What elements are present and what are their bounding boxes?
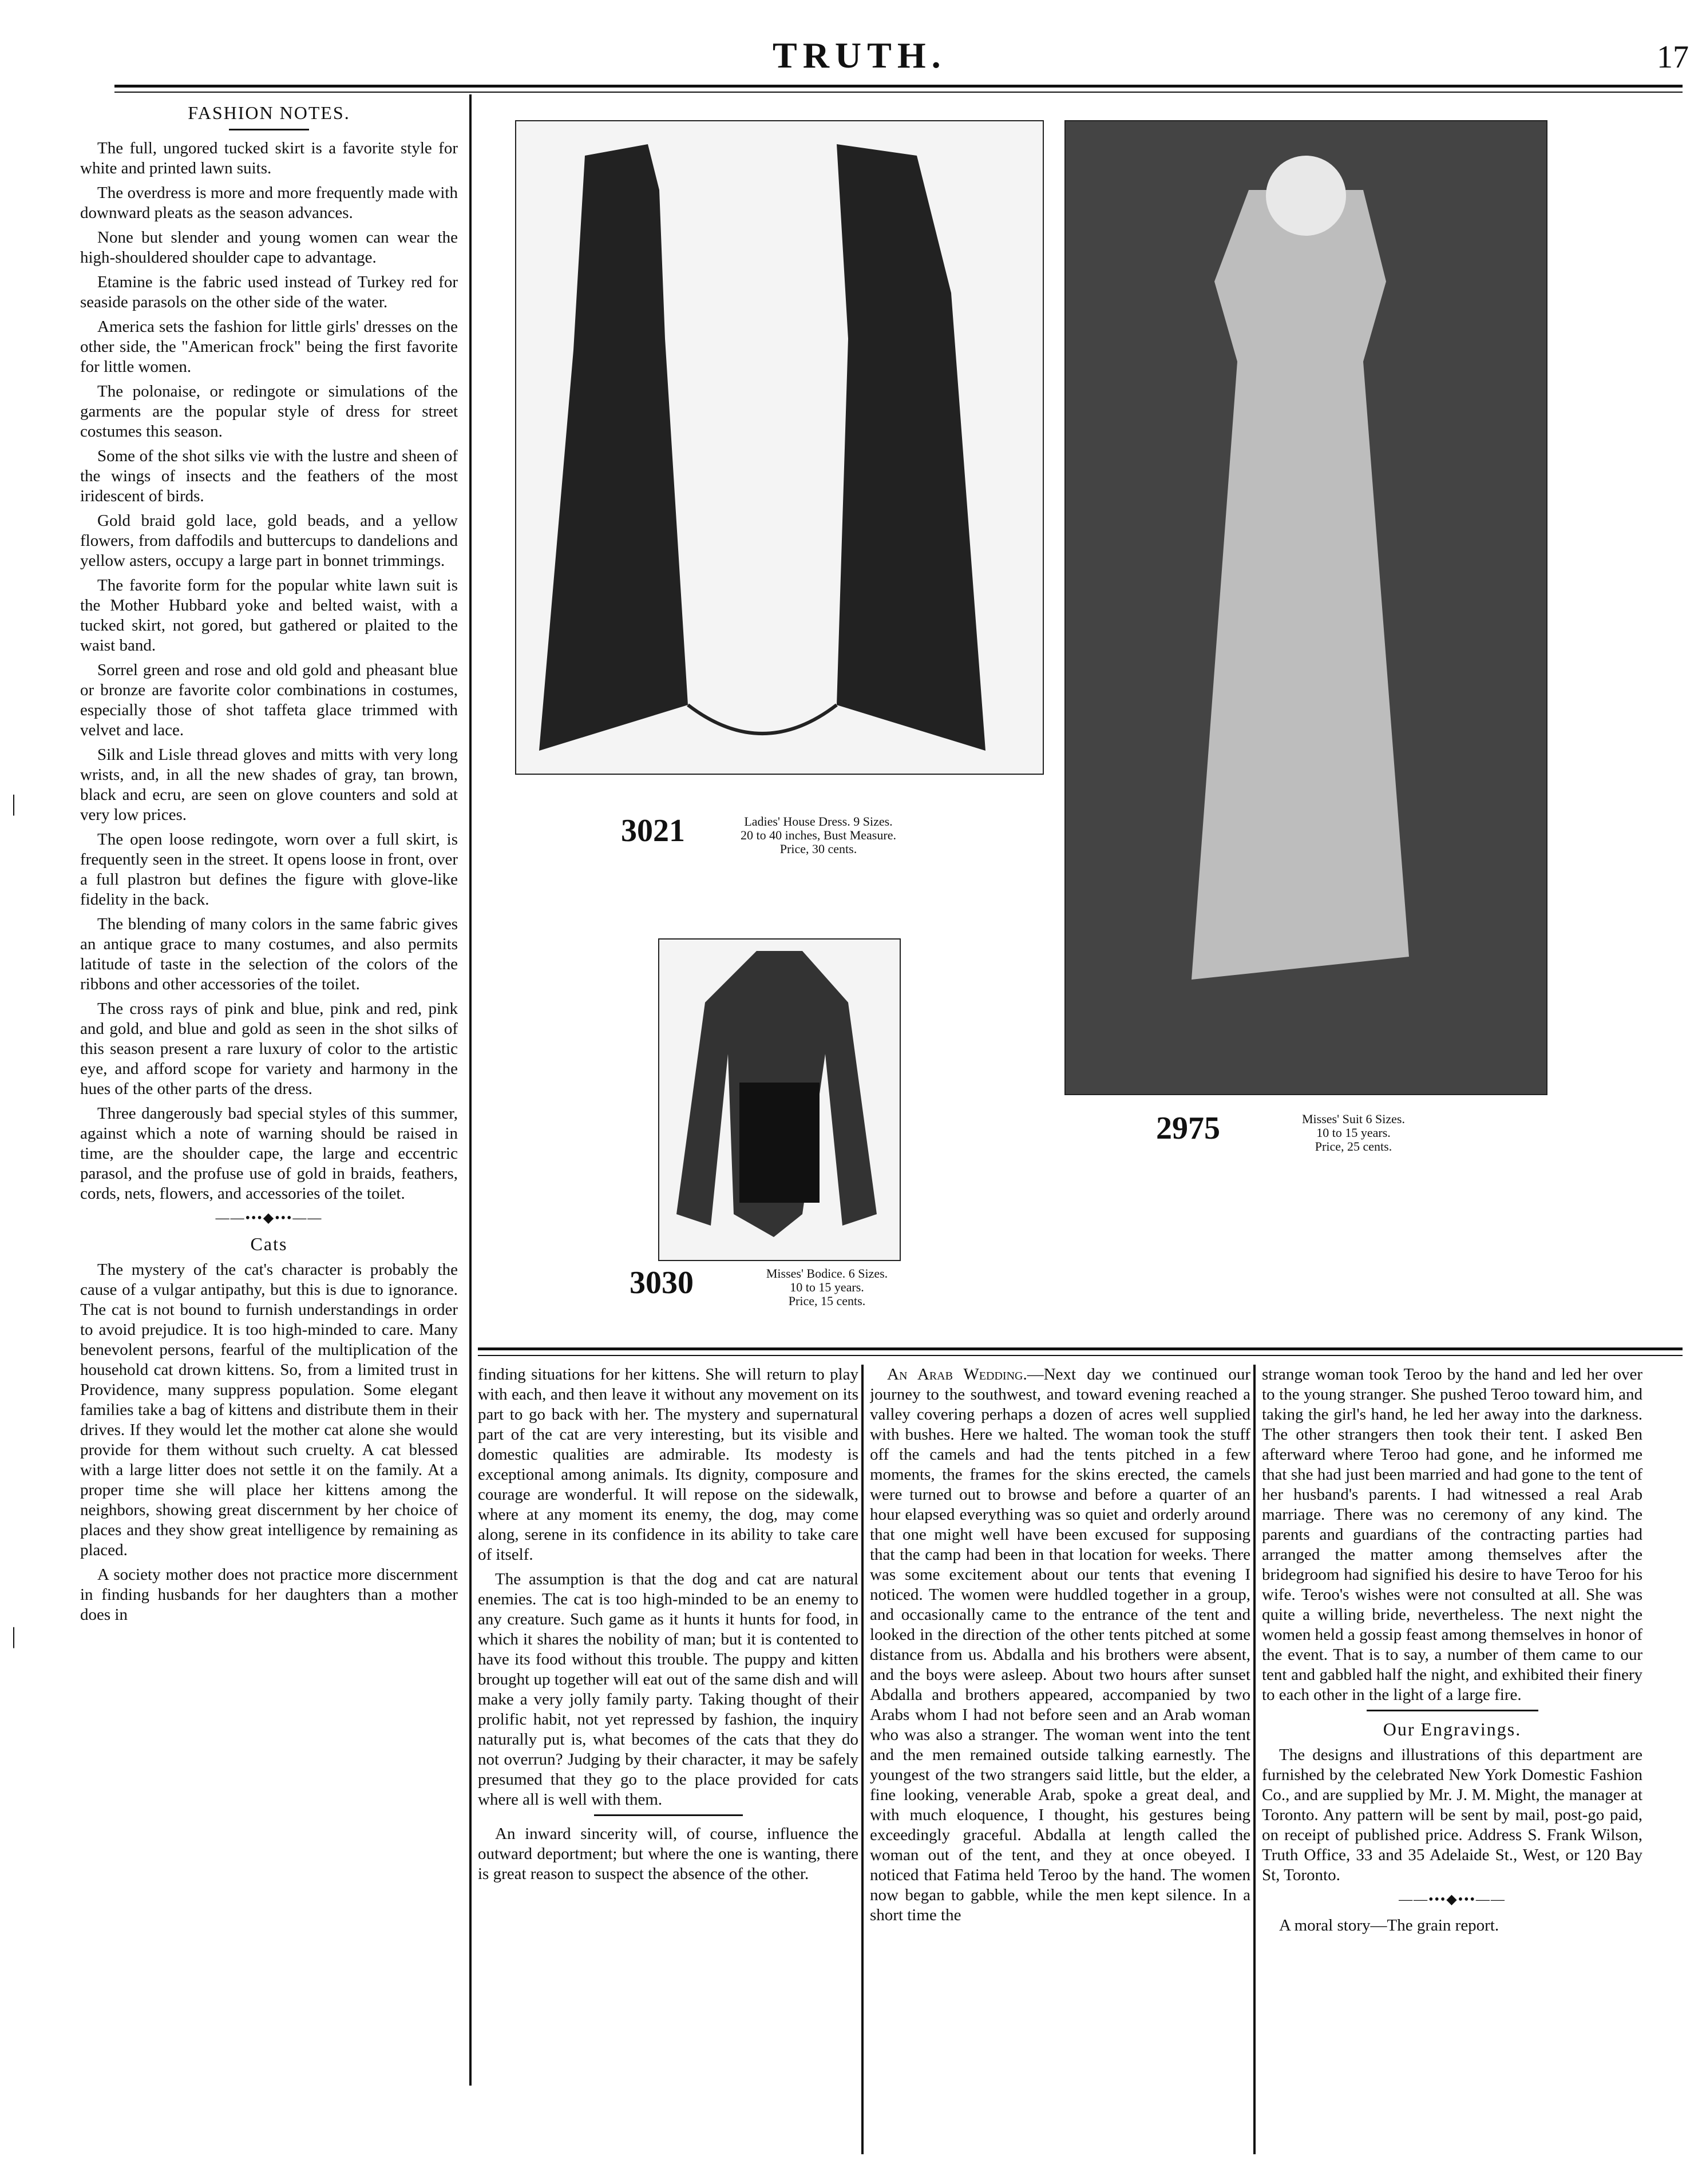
arab-wedding-title: An Arab Wedding.	[887, 1365, 1027, 1384]
footer-note: A moral story—The grain report.	[1279, 1916, 1499, 1935]
engravings-paragraph: The designs and illustrations of this department are furnished by the celebrated New York Domestic Fashion Co., and are supplied by Mr. J. M. Might, the manager at Toronto. Any pattern will be sent by mail, post-go paid, on receipt of published price. Address S. Frank Wilson, Truth Office, 33 and 35 Adelaide St., West, or 120 Bay St, Toronto.	[1262, 1746, 1642, 1884]
pattern-description: Misses' Suit 6 Sizes.	[1302, 1112, 1405, 1126]
ornament-divider: ——•••◆•••——	[1399, 1892, 1506, 1907]
bodice-illustration	[658, 938, 901, 1261]
pattern-sizes: 10 to 15 years.	[1316, 1125, 1391, 1140]
house-dress-drawing	[516, 121, 1043, 774]
fashion-note: Three dangerously bad special styles of this summer, against which a note of warning should be raised in time, are the shoulder cape, the large and eccentric parasol, and the profuse use of gold in braids, feathers, cords, nets, flowers, and accessories of the toilet.	[80, 1104, 458, 1203]
fashion-note: Gold braid gold lace, gold beads, and a yellow flowers, from daffodils and buttercups to dandelions and yellow asters, occupy a large part in bonnet trimmings.	[80, 512, 458, 570]
fashion-note: The cross rays of pink and blue, pink and red, pink and gold, and blue and gold as seen in the shot silks of this season present a rare luxury of color to the artistic eye, and afford scope for variety and harmony in the hues of the other parts of the dress.	[80, 1000, 458, 1098]
pattern-sizes: 10 to 15 years.	[790, 1280, 864, 1294]
bodice-drawing	[659, 940, 900, 1260]
cats-heading: Cats	[250, 1234, 288, 1254]
filler-paragraph: An inward sincerity will, of course, influence the outward deportment; but where the one is wanting, there is great reason to suspect the absence of the other.	[478, 1825, 858, 1883]
engravings-heading: Our Engravings.	[1383, 1719, 1522, 1739]
engravings-rule	[1367, 1710, 1538, 1711]
misses-suit-drawing	[1066, 121, 1546, 1094]
fashion-note: Some of the shot silks vie with the lustre and sheen of the wings of insects and the feathers of the most iridescent of birds.	[80, 447, 458, 505]
margin-mark: |	[11, 790, 17, 816]
fashion-note: America sets the fashion for little girls' dresses on the other side, the "American frock" being the first favorite for little women.	[80, 318, 458, 376]
fashion-note: The blending of many colors in the same fabric gives an antique grace to many costumes, and also permits latitude of taste in the selection of the colors of the ribbons and other accessories of the toilet.	[80, 915, 458, 993]
column-divider	[469, 94, 472, 2086]
fashion-note: Sorrel green and rose and old gold and pheasant blue or bronze are favorite color combinations in costumes, especially those of shot taffeta glace trimmed with velvet and lace.	[80, 661, 458, 739]
column-cats-continued	[478, 1365, 858, 2166]
cats-paragraph: finding situations for her kittens. She will return to play with each, and then leave it without any movement on its part to go back with her. The mystery and supernatural part of the cat are very interesting, but its visible and domestic qualities are admirable. Its modesty is exceptional among animals. Its dignity, composure and courage are wonderful. It will repose on the sidewalk, where at any moment its enemy, the dog, may come along, serene in its confidence in its ability to take care of itself.	[478, 1365, 858, 1564]
header-rule	[114, 85, 1683, 88]
fashion-note: The favorite form for the popular white lawn suit is the Mother Hubbard yoke and belted waist, with a tucked skirt, not gored, but gathered or plaited to the waist band.	[80, 576, 458, 655]
page-number: 17	[1657, 39, 1689, 75]
ornament-divider: ——•••◆•••——	[215, 1211, 323, 1226]
section-rule-thin	[478, 1355, 1683, 1356]
arab-wedding-paragraph: strange woman took Teroo by the hand and led her over to the young stranger. She pushed Teroo toward him, and taking the girl's hand, he led her away into the darkness. The other strangers then took their tent. I asked Ben afterward where Teroo had gone, and he informed me that she had just been married and had gone to the tent of her husband's parents. I had witnessed a real Arab marriage. There was no ceremony of any kind. The parents and guardians of the contracting parties had arranged the matter among themselves after the bridegroom had signified his desire to have Teroo for his wife. Teroo's wishes were not consulted at all. She was quite a willing bride, nevertheless. The next night the women held a gossip feast among themselves in honor of the event. That is to say, a number of them came to our tent and gabbled half the night, and exhibited their finery to each other in the light of a large fire.	[1262, 1365, 1642, 1704]
fashion-note: The overdress is more and more frequently made with downward pleats as the season advances.	[80, 184, 458, 222]
pattern-price: Price, 30 cents.	[779, 842, 857, 856]
header-rule-thin	[114, 92, 1683, 93]
page-title: TRUTH.	[773, 35, 947, 76]
fashion-note: The full, ungored tucked skirt is a favorite style for white and printed lawn suits.	[80, 139, 458, 177]
pattern-description: Ladies' House Dress. 9 Sizes.	[744, 814, 893, 829]
section-rule	[478, 1347, 1683, 1350]
cats-paragraph: The mystery of the cat's character is probably the cause of a vulgar antipathy, but this is due to ignorance. The cat is not bound to furnish understandings in order to avoid prejudice. It is too high-minded to care. Many benevolent persons, fearful of the multiplication of the household cat drown kittens. So, from a limited trust in Providence, many suppress population. Some elegant families take a bag of kittens and distribute them in their drives. If they would let the mother cat alone she would provide for them without such cruelty. A cat blessed with a large litter does not settle it on the family. At a proper time she will place her kittens among the neighbors, showing great discernment by her choice of places and they show great intelligence by remaining as placed.	[80, 1261, 458, 1559]
pattern-number: 3021	[621, 813, 685, 849]
cats-paragraph: The assumption is that the dog and cat are natural enemies. The cat is too high-minded to be an enemy to any creature. Such game as it hunts it hunts for food, in which it shares the nobility of man; but it is contented to have its food without this trouble. The puppy and kitten brought up together will eat out of the same dish and will make a very jolly family party. Taking thought of their prolific habit, not yet repressed by fashion, the inquiry naturally put is, what becomes of the cats that they do not overrun? Judging by their character, it may be safely presumed that they go to the place provided for cats where all is well with them.	[478, 1570, 858, 1809]
pattern-number: 2975	[1156, 1111, 1220, 1146]
house-dress-illustration	[515, 120, 1044, 775]
pattern-sizes: 20 to 40 inches, Bust Measure.	[741, 828, 896, 842]
fashion-note: Silk and Lisle thread gloves and mitts with very long wrists, and, in all the new shades of gray, tan brown, black and ecru, are seen on glove counters and sold at very low prices.	[80, 746, 458, 824]
column-arab-wedding	[870, 1365, 1250, 2166]
pattern-description: Misses' Bodice. 6 Sizes.	[766, 1266, 888, 1281]
fashion-note: Etamine is the fabric used instead of Turkey red for seaside parasols on the other side of the water.	[80, 273, 458, 311]
filler-rule	[594, 1814, 743, 1816]
arab-wedding-paragraph: —Next day we continued our journey to the southwest, and toward evening reached a valley covering perhaps a dozen of acres well supplied with bushes. Here we halted. The woman took the stuff off the camels and had the tents pitched in a few moments, the frames for the skins erected, the camels were turned out to browse and before a quarter of an hour elapsed everything was so quiet and orderly around that one might well have been excused for supposing that the camp had been in that location for weeks. There was some excitement about our tents that evening I noticed. The women were huddled together in a group, and occasionally came to the entrance of the tent and looked in the direction of the other tents pitched at some distance from us. Abdalla and his brothers were absent, and the boys were asleep. About two hours after sunset Abdalla and brothers appeared, accompanied by two Arabs whom I had not before seen and an Arab woman who was also a stranger. The woman went into the tent and the men remained outside talking earnestly. The youngest of the two strangers said little, but the elder, a fine looking, venerable Arab, spoke a great deal, and with much eloquence, I thought, his gestures being exceedingly graceful. Abdalla at length called the woman out of the tent, and they at once obeyed. I noticed that Fatima held Teroo by the hand. The women now began to gabble, while the men kept silence. In a short time the	[870, 1365, 1250, 1924]
heading-rule	[229, 129, 309, 130]
pattern-number: 3030	[630, 1265, 694, 1301]
fashion-note: None but slender and young women can wear the high-shouldered shoulder cape to advantage.	[80, 228, 458, 267]
pattern-price: Price, 25 cents.	[1315, 1139, 1392, 1154]
column-divider	[1253, 1365, 1256, 2154]
margin-mark: |	[11, 1623, 17, 1648]
cats-paragraph: A society mother does not practice more discernment in finding husbands for her daughters than a mother does in	[80, 1565, 458, 1624]
pattern-price: Price, 15 cents.	[788, 1294, 866, 1308]
fashion-note: The open loose redingote, worn over a full skirt, is frequently seen in the street. It opens loose in front, over a full plastron but defines the figure with glove-like fidelity in the back.	[80, 830, 458, 909]
fashion-note: The polonaise, or redingote or simulations of the garments are the popular style of dress for street costumes this season.	[80, 382, 458, 441]
column-arab-wedding-continued	[1262, 1365, 1642, 2166]
column-divider	[861, 1365, 864, 2154]
column-fashion-notes	[80, 103, 458, 2140]
fashion-notes-heading: FASHION NOTES.	[188, 103, 350, 123]
misses-suit-illustration	[1064, 120, 1547, 1095]
